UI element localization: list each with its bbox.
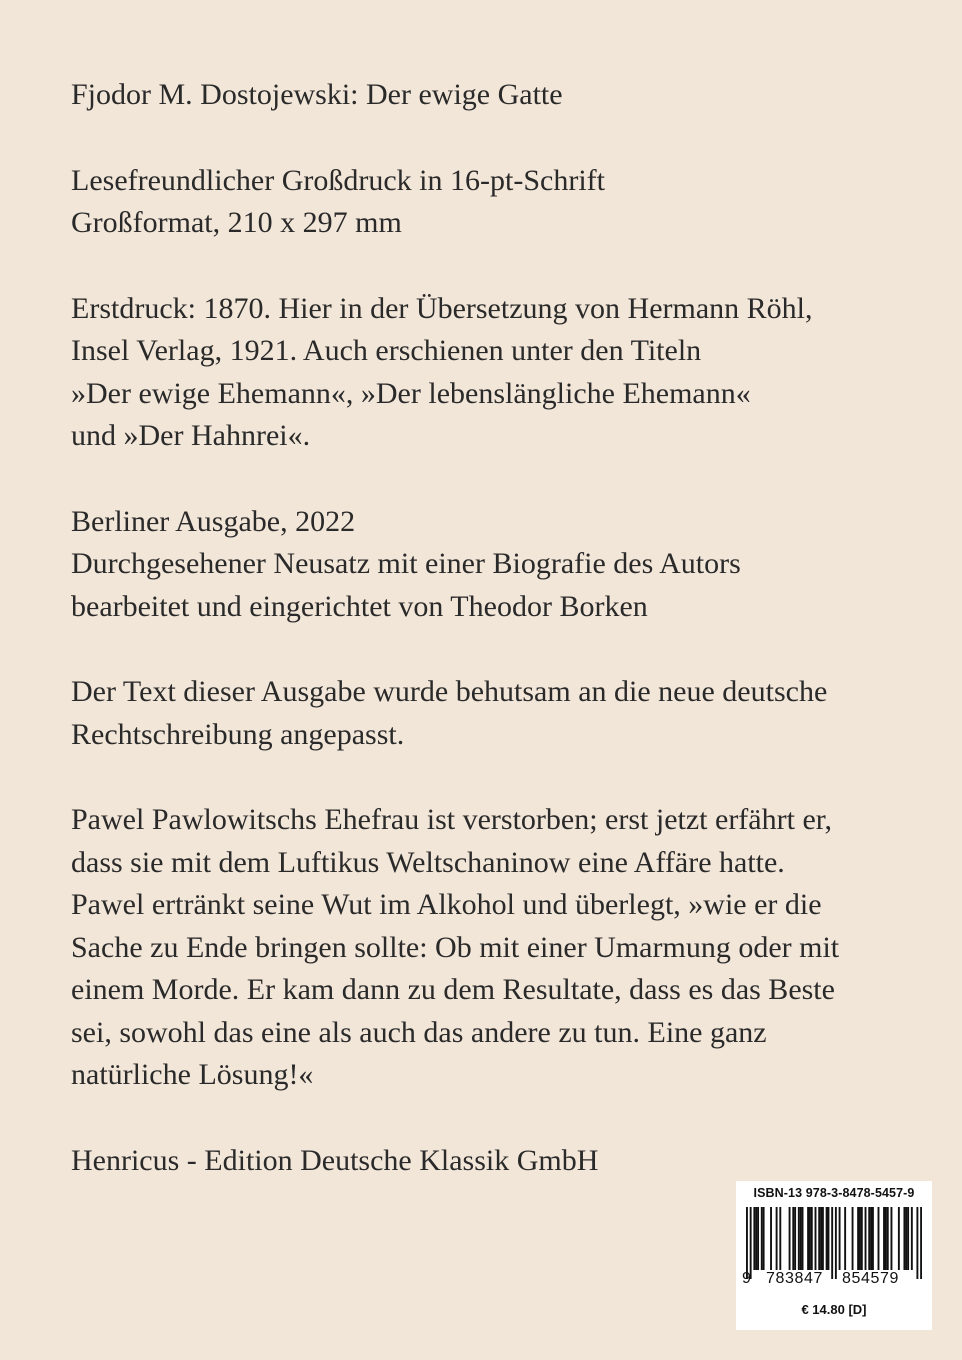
barcode-bar xyxy=(770,1207,772,1270)
barcode-bar xyxy=(761,1207,763,1270)
barcode-first-digit: 9 xyxy=(742,1270,752,1287)
barcode-bar xyxy=(859,1207,861,1270)
edition-line: Durchgesehener Neusatz mit einer Biografie des Autors xyxy=(71,547,741,580)
barcode-bar xyxy=(891,1207,893,1270)
barcode-bar xyxy=(755,1207,757,1270)
first-print-block xyxy=(71,288,911,458)
barcode-bar xyxy=(818,1207,820,1270)
blurb-line: Sache zu Ende bringen sollte: Ob mit einer Umarmung oder mit xyxy=(71,930,840,964)
barcode-bar xyxy=(870,1207,872,1270)
barcode-bar xyxy=(776,1207,778,1270)
spelling-note-line: Rechtschreibung angepasst. xyxy=(71,717,405,751)
barcode-bar xyxy=(857,1207,859,1270)
barcode-bar xyxy=(844,1207,846,1270)
barcode-bar xyxy=(779,1207,781,1270)
publisher-line: Henricus - Edition Deutsche Klassik GmbH xyxy=(71,1143,599,1177)
barcode-guard-bar xyxy=(916,1207,918,1279)
first-print-line: Erstdruck: 1870. Hier in der Übersetzung von Hermann Röhl, xyxy=(71,291,813,325)
barcode-bar xyxy=(907,1207,909,1270)
barcode-bar xyxy=(911,1207,913,1270)
format-line: Großformat, 210 x 297 mm xyxy=(71,206,402,239)
spelling-note-line: Der Text dieser Ausgabe wurde behutsam an die neue deutsche xyxy=(71,675,828,708)
barcode-bar xyxy=(878,1207,880,1270)
title-block xyxy=(71,74,911,117)
isbn-label: ISBN-13 978-3-8478-5457-9 xyxy=(753,1186,915,1200)
edition-line: Berliner Ausgabe, 2022 xyxy=(71,504,356,538)
blurb-line: einem Morde. Er kam dann zu dem Resultate, dass es das Beste xyxy=(71,973,835,1006)
barcode-bar xyxy=(815,1207,817,1270)
blurb-line: natürliche Lösung!« xyxy=(71,1058,314,1091)
publisher-block xyxy=(71,1140,911,1183)
barcode-bar xyxy=(885,1207,887,1270)
barcode-bar xyxy=(800,1207,802,1270)
first-print-line: Insel Verlag, 1921. Auch erschienen unter den Titeln xyxy=(71,334,702,367)
barcode-guard-bar xyxy=(831,1207,833,1279)
barcode-graphic xyxy=(746,1207,922,1279)
barcode-guard-bar xyxy=(750,1207,752,1279)
edition-line: bearbeitet und eingerichtet von Theodor Borken xyxy=(71,589,648,623)
blurb-block xyxy=(71,799,911,1097)
barcode-bar xyxy=(794,1207,796,1270)
barcode-bar xyxy=(865,1207,867,1270)
barcode-bar xyxy=(883,1207,885,1270)
barcode-bar xyxy=(868,1207,870,1270)
spelling-note-block xyxy=(71,671,911,756)
edition-block xyxy=(71,501,911,629)
barcode-bar xyxy=(822,1207,824,1270)
barcode-bar xyxy=(852,1207,854,1270)
blurb-line: Pawel Pawlowitschs Ehefrau ist verstorben; erst jetzt erfährt er, xyxy=(71,803,833,836)
format-line: Lesefreundlicher Großdruck in 16-pt-Schrift xyxy=(71,163,605,197)
barcode-bar xyxy=(905,1207,907,1270)
blurb-line: Pawel ertränkt seine Wut im Alkohol und überlegt, »wie er die xyxy=(71,888,822,921)
barcode-bar xyxy=(757,1207,759,1270)
barcode-bar xyxy=(811,1207,813,1270)
barcode-bar xyxy=(826,1207,828,1270)
barcode-bar xyxy=(903,1207,905,1270)
barcode-bar xyxy=(872,1207,874,1270)
first-print-line: »Der ewige Ehemann«, »Der lebenslängliche Ehemann« xyxy=(71,376,751,410)
barcode-guard-bar xyxy=(835,1207,837,1279)
barcode-bar xyxy=(809,1207,811,1270)
barcode-bar xyxy=(898,1207,900,1270)
barcode-bar xyxy=(763,1207,765,1270)
barcode-left-group: 783847 xyxy=(766,1270,823,1287)
barcode-bar xyxy=(861,1207,863,1270)
format-block xyxy=(71,160,911,245)
barcode-bar xyxy=(839,1207,841,1270)
barcode-bar xyxy=(753,1207,755,1270)
isbn-barcode-box xyxy=(736,1181,932,1330)
barcode-guard-bar xyxy=(920,1207,922,1279)
blurb-line: dass sie mit dem Luftikus Weltschaninow eine Affäre hatte. xyxy=(71,845,785,879)
barcode-bar xyxy=(828,1207,830,1270)
back-cover-text xyxy=(71,74,911,1225)
barcode-bar xyxy=(820,1207,822,1270)
price-label: € 14.80 [D] xyxy=(801,1302,867,1317)
book-title-line: Fjodor M. Dostojewski: Der ewige Gatte xyxy=(71,78,563,111)
first-print-line: und »Der Hahnrei«. xyxy=(71,419,311,452)
barcode-right-group: 854579 xyxy=(842,1270,899,1287)
barcode-bar xyxy=(798,1207,800,1270)
barcode-bar xyxy=(807,1207,809,1270)
blurb-line: sei, sowohl das eine als auch das andere zu tun. Eine ganz xyxy=(71,1015,767,1049)
barcode-bar xyxy=(887,1207,889,1270)
barcode-bar xyxy=(792,1207,794,1270)
barcode-bar xyxy=(789,1207,791,1270)
barcode-bar xyxy=(802,1207,804,1270)
barcode-guard-bar xyxy=(746,1207,748,1279)
